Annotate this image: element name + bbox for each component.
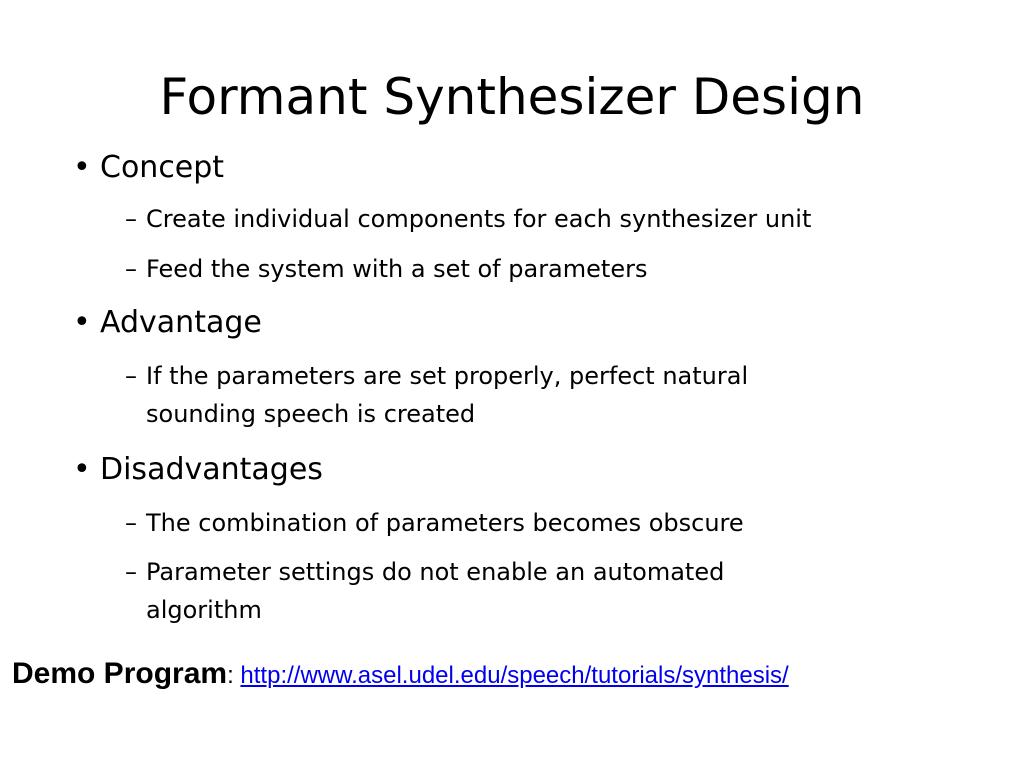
- dash-icon: –: [125, 255, 137, 283]
- sub-bullet-text: Parameter settings do not enable an automated algorithm: [146, 558, 725, 624]
- sub-bullet-text: If the parameters are set properly, perfect natural sounding speech is created: [146, 362, 749, 428]
- dash-icon: –: [125, 362, 137, 390]
- bullet-heading: Advantage: [100, 305, 262, 340]
- demo-program-line: [12, 657, 789, 691]
- dash-icon: –: [125, 509, 137, 537]
- bullet-icon: •: [73, 150, 91, 185]
- sub-bullet-text: The combination of parameters becomes obscure: [146, 509, 744, 537]
- demo-program-link[interactable]: http://www.asel.udel.edu/speech/tutorials/synthesis/: [240, 662, 789, 689]
- bullet-concept: [60, 150, 224, 186]
- dash-icon: –: [125, 558, 137, 586]
- slide-title: Formant Synthesizer Design: [159, 68, 865, 126]
- demo-colon: :: [227, 662, 241, 689]
- sub-bullet-text: Create individual components for each synthesizer unit: [146, 205, 812, 233]
- sub-bullet-text: Feed the system with a set of parameters: [146, 255, 648, 283]
- bullet-heading: Disadvantages: [100, 452, 323, 487]
- bullet-advantage: [60, 305, 262, 341]
- bullet-icon: •: [73, 452, 91, 487]
- dash-icon: –: [125, 205, 137, 233]
- bullet-icon: •: [73, 305, 91, 340]
- bullet-heading: Concept: [100, 150, 225, 185]
- bullet-disadvantages: [60, 452, 323, 488]
- demo-program-label: Demo Program: [12, 657, 228, 690]
